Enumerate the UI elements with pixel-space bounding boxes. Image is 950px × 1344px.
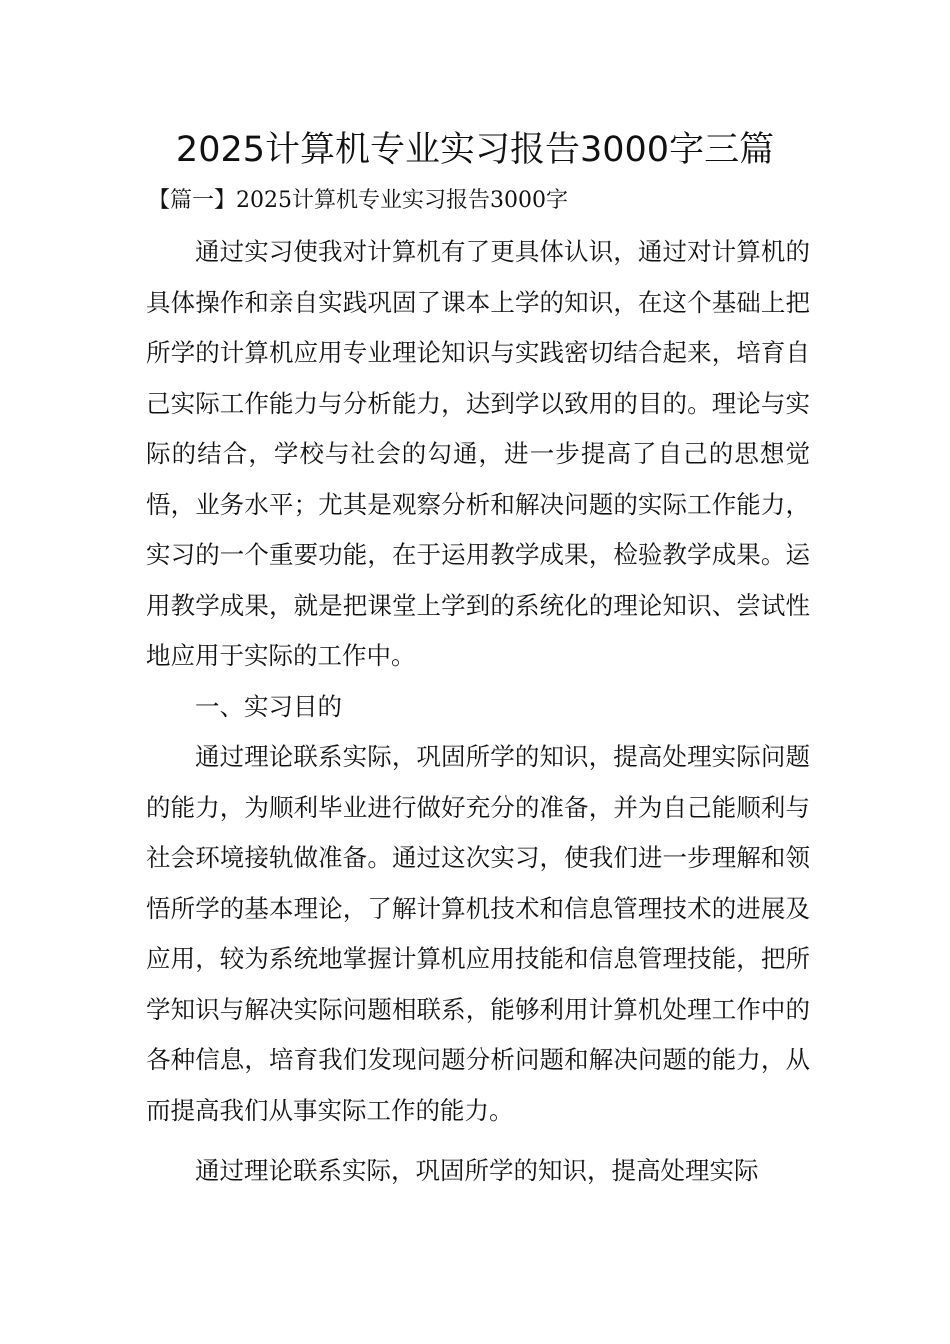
document-body [146, 227, 810, 1197]
paragraph-purpose: 通过理论联系实际，巩固所学的知识，提高处理实际问题的能力，为顺利毕业进行做好充分的准备，并为自己能顺利与社会环境接轨做准备。通过这次实习，使我们进一步理解和领悟所学的基本理论，了解计算机技术和信息管理技术的进展及应用，较为系统地掌握计算机应用技能和信息管理技能，把所学知识与解决实际问题相联系，能够利用计算机处理工作中的各种信息，培育我们发现问题分析问题和解决问题的能力，从而提高我们从事实际工作的能力。 [146, 742, 810, 1125]
paragraph-intro: 通过实习使我对计算机有了更具体认识，通过对计算机的具体操作和亲自实践巩固了课本上学的知识，在这个基础上把所学的计算机应用专业理论知识与实践密切结合起来，培育自己实际工作能力与分析能力，达到学以致用的目的。理论与实际的结合，学校与社会的勾通，进一步提高了自己的思想觉悟，业务水平；尤其是观察分析和解决问题的实际工作能力，实习的一个重要功能，在于运用教学成果，检验教学成果。运用教学成果，就是把课堂上学到的系统化的理论知识、尝试性地应用于实际的工作中。 [146, 237, 810, 670]
section-subtitle: 【篇一】2025计算机专业实习报告3000字 [148, 188, 568, 213]
paragraph-continued: 通过理论联系实际，巩固所学的知识，提高处理实际 [195, 1156, 759, 1185]
document-title: 2025计算机专业实习报告3000字三篇 [175, 130, 775, 170]
section-heading-purpose: 一、实习目的 [195, 691, 342, 721]
